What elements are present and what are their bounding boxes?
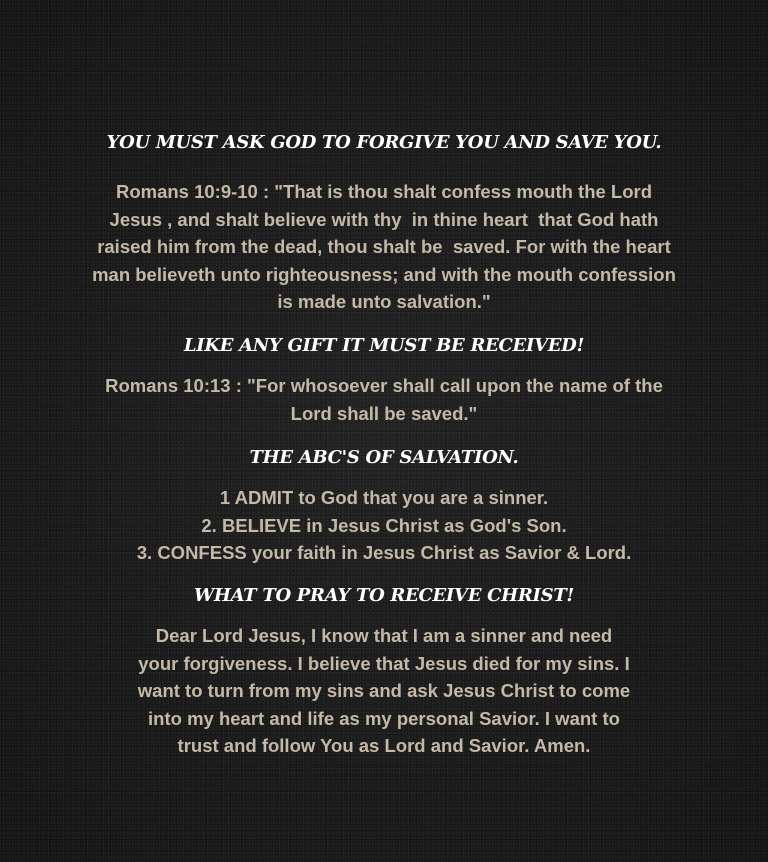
romans-10-13-passage bbox=[0, 372, 768, 427]
passage-line: raised him from the dead, thou shalt be saved. For with the heart bbox=[97, 236, 671, 257]
heading-ask-god-forgive: YOU MUST ASK GOD TO FORGIVE YOU AND SAVE YOU. bbox=[106, 132, 662, 153]
step-confess: 3. CONFESS your faith in Jesus Christ as Savior & Lord. bbox=[136, 542, 632, 563]
prayer-line: trust and follow You as Lord and Savior. Amen. bbox=[177, 735, 591, 756]
passage-line: Romans 10:13 : "For whosoever shall call upon the name of the bbox=[105, 375, 663, 396]
heading-abcs-of-salvation: THE ABC'S OF SALVATION. bbox=[249, 447, 519, 468]
step-admit: 1 ADMIT to God that you are a sinner. bbox=[219, 487, 549, 508]
passage-line: Jesus , and shalt believe with thy in thine heart that God hath bbox=[109, 208, 659, 230]
heading-gift-received: LIKE ANY GIFT IT MUST BE RECEIVED! bbox=[183, 335, 585, 356]
prayer-line: want to turn from my sins and ask Jesus Christ to come bbox=[137, 680, 631, 701]
passage-line: is made unto salvation." bbox=[277, 291, 491, 312]
passage-line: man believeth unto righteousness; and with the mouth confession bbox=[92, 263, 676, 285]
passage-line: Lord shall be saved." bbox=[290, 402, 478, 424]
abc-steps-list bbox=[0, 484, 768, 567]
prayer-line: into my heart and life as my personal Savior. I want to bbox=[148, 707, 620, 729]
prayer-line: your forgiveness. I believe that Jesus died for my sins. I bbox=[138, 652, 630, 674]
heading-what-to-pray: WHAT TO PRAY TO RECEIVE CHRIST! bbox=[193, 585, 575, 606]
prayer-text bbox=[0, 622, 768, 760]
passage-line: Romans 10:9-10 : "That is thou shalt confess mouth the Lord bbox=[115, 181, 653, 202]
prayer-line: Dear Lord Jesus, I know that I am a sinner and need bbox=[155, 625, 613, 646]
step-believe: 2. BELIEVE in Jesus Christ as God's Son. bbox=[201, 514, 567, 536]
romans-10-9-10-passage bbox=[0, 178, 768, 316]
